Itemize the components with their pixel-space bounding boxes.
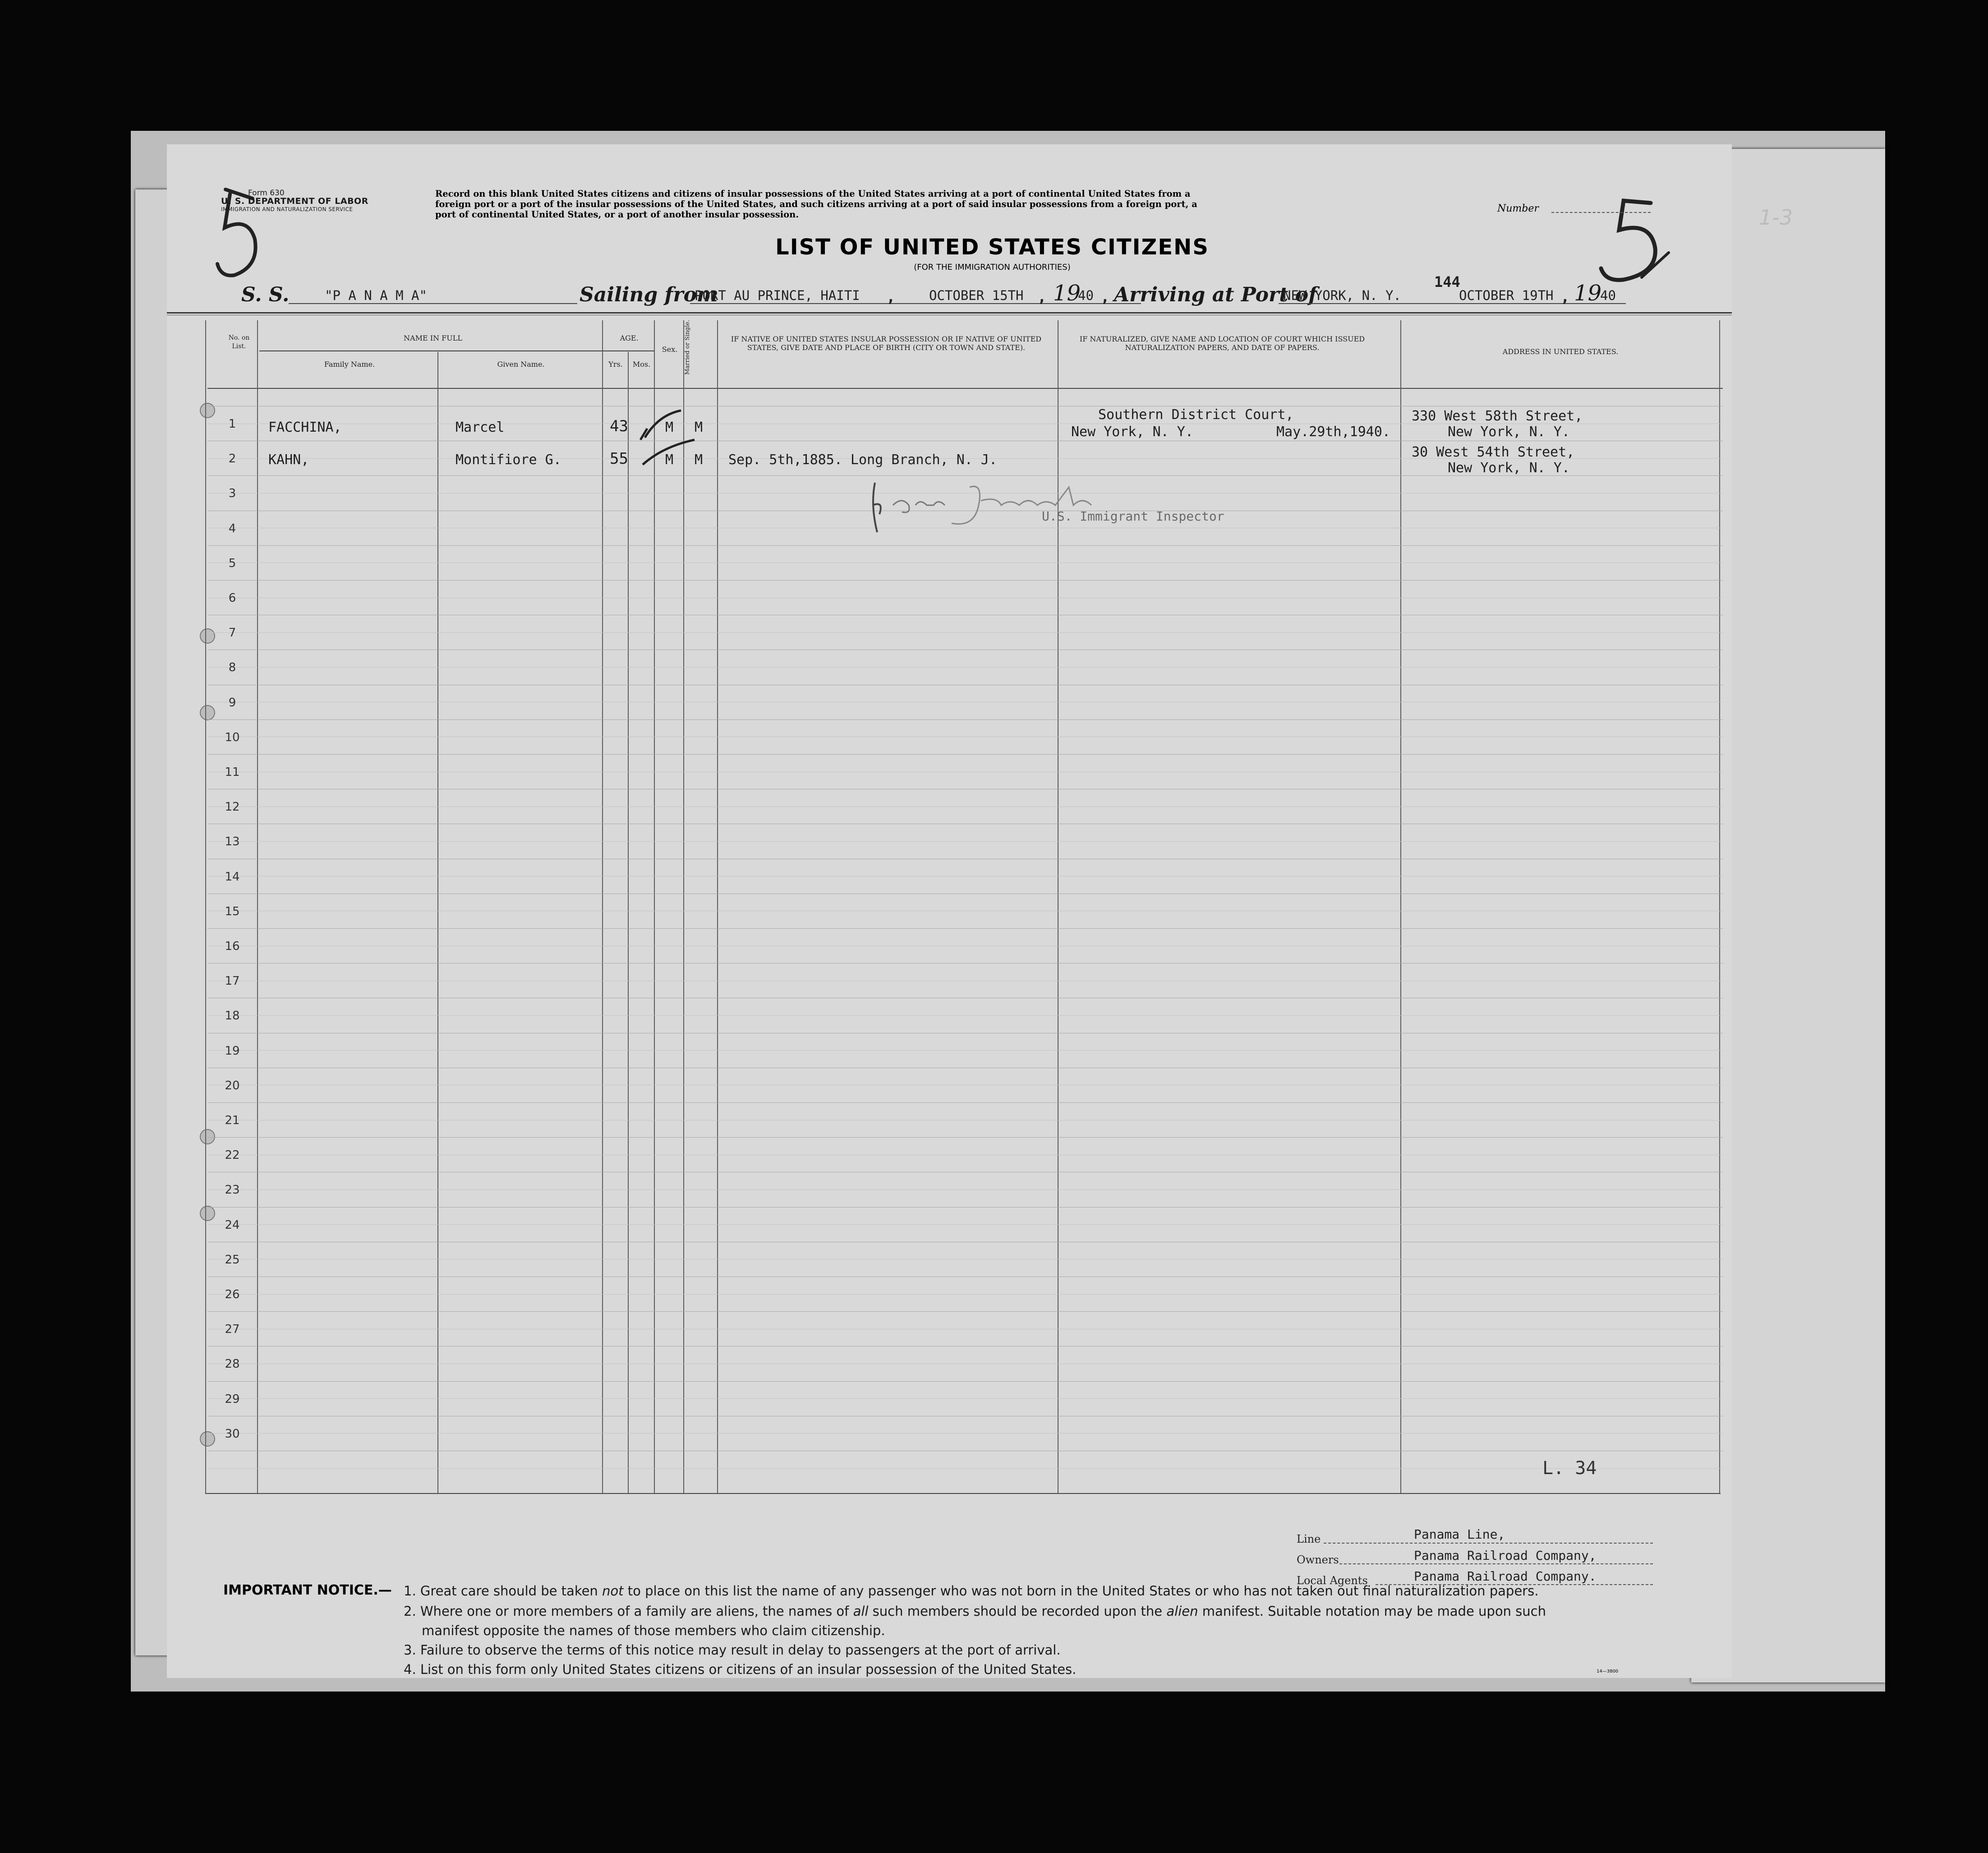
row-number: 18 bbox=[225, 1009, 240, 1023]
row-number: 12 bbox=[225, 800, 240, 814]
ruled-subline bbox=[207, 667, 1723, 668]
owners-value: Panama Railroad Company, bbox=[1414, 1548, 1597, 1563]
age-years-cell: 55 bbox=[610, 450, 628, 468]
line-value: Panama Line, bbox=[1414, 1527, 1505, 1542]
family-name-cell: KAHN, bbox=[268, 452, 309, 468]
notice-item-2-cont: manifest opposite the names of those members who claim citizenship. bbox=[422, 1623, 885, 1638]
row-number: 24 bbox=[225, 1218, 240, 1232]
col-divider bbox=[602, 320, 603, 1493]
row-number: 30 bbox=[225, 1427, 240, 1441]
ruled-subline bbox=[207, 1189, 1723, 1190]
pen-check-marks bbox=[631, 397, 722, 474]
ruled-subline bbox=[207, 1015, 1723, 1016]
departure-port: PORT AU PRINCE, HAITI bbox=[695, 288, 860, 303]
col-sex: Sex. bbox=[662, 345, 678, 354]
service-name: IMMIGRATION AND NATURALIZATION SERVICE bbox=[221, 206, 353, 212]
col-months: Mos. bbox=[632, 360, 651, 369]
row-number: 19 bbox=[225, 1044, 240, 1058]
form-number: Form 630 bbox=[248, 189, 285, 198]
sex-cell: M bbox=[665, 452, 674, 468]
col-divider bbox=[205, 320, 206, 1493]
row-number: 3 bbox=[228, 487, 236, 501]
ruled-line bbox=[207, 1207, 1723, 1208]
row-number: 10 bbox=[225, 730, 240, 744]
ruled-subline bbox=[207, 1050, 1723, 1051]
form-instructions bbox=[435, 189, 1427, 220]
court-location-cell: New York, N. Y. bbox=[1071, 424, 1193, 440]
address-line1-cell: 30 West 54th Street, bbox=[1412, 444, 1575, 460]
departure-year-prefix: 19 bbox=[1053, 281, 1081, 306]
number-label: Number bbox=[1497, 203, 1539, 214]
court-name-cell: Southern District Court, bbox=[1098, 407, 1294, 423]
ruled-subline bbox=[207, 841, 1723, 842]
owners-field-line bbox=[1339, 1563, 1653, 1564]
notice-item-3: 3. Failure to observe the terms of this notice may result in delay to passengers at the port of arrival. bbox=[404, 1642, 1061, 1658]
row-number: 16 bbox=[225, 940, 240, 953]
age-years-cell: 43 bbox=[610, 417, 628, 435]
departure-date: OCTOBER 15TH bbox=[929, 288, 1024, 303]
page-title: LIST OF UNITED STATES CITIZENS bbox=[775, 235, 1209, 260]
row-number: 7 bbox=[228, 626, 236, 640]
row-number: 8 bbox=[228, 661, 236, 675]
row-number: 5 bbox=[228, 556, 236, 570]
ruled-line bbox=[207, 1381, 1723, 1382]
table-header-rule bbox=[207, 388, 1723, 389]
instructions-line: Record on this blank United States citizens and citizens of insular possessions of the United States arriving at a port of continental United States from a bbox=[435, 189, 1191, 199]
row-number: 6 bbox=[228, 591, 236, 605]
col-birth-info: IF NATIVE OF UNITED STATES INSULAR POSSESSION OR IF NATIVE OF UNITED STATES, GIVE DATE AND PLACE OF BIRTH (CITY OR TOWN AND STATE). bbox=[731, 335, 1042, 352]
side-note: 1-3 bbox=[1759, 205, 1793, 230]
row-number: 15 bbox=[225, 904, 240, 918]
ss-label: S. S. bbox=[241, 283, 290, 306]
ship-name: "P A N A M A" bbox=[325, 288, 427, 303]
print-code: 14—3800 bbox=[1597, 1669, 1619, 1674]
department-name: U. S. DEPARTMENT OF LABOR bbox=[221, 196, 368, 206]
col-divider bbox=[717, 320, 718, 1493]
page-count: L. 34 bbox=[1542, 1458, 1597, 1479]
ruled-line bbox=[207, 545, 1723, 546]
address-line1-cell: 330 West 58th Street, bbox=[1412, 408, 1583, 424]
number-field-line bbox=[1551, 212, 1651, 213]
col-divider bbox=[683, 320, 684, 1493]
ruled-subline bbox=[207, 632, 1723, 633]
col-family-name: Family Name. bbox=[324, 360, 375, 369]
col-years: Yrs. bbox=[608, 360, 623, 369]
family-name-cell: FACCHINA, bbox=[268, 419, 342, 435]
row-number: 22 bbox=[225, 1148, 240, 1162]
name-subrule bbox=[259, 350, 604, 351]
col-divider bbox=[654, 320, 655, 1493]
row-number: 25 bbox=[225, 1253, 240, 1267]
ruled-subline bbox=[207, 1433, 1723, 1434]
stamp-number: 144 bbox=[1434, 273, 1460, 290]
instructions-line: foreign port or a port of the insular possessions of the United States, and such citizens arriving at a port of said insular possessions from a foreign port, a bbox=[435, 199, 1197, 209]
marital-cell: M bbox=[695, 452, 703, 468]
col-married-single: Married or Single. bbox=[684, 320, 691, 375]
row-number: 26 bbox=[225, 1288, 240, 1301]
row-number: 9 bbox=[228, 696, 236, 710]
given-name-cell: Marcel bbox=[456, 419, 505, 435]
number-value-handwritten bbox=[1583, 194, 1673, 284]
row-number: 29 bbox=[225, 1392, 240, 1406]
sex-cell: M bbox=[665, 419, 674, 435]
inspector-title: U.S. Immigrant Inspector bbox=[1042, 509, 1224, 524]
ruled-line bbox=[207, 1311, 1723, 1312]
row-number: 27 bbox=[225, 1323, 240, 1337]
age-subrule bbox=[604, 350, 654, 351]
row-number: 4 bbox=[228, 521, 236, 535]
row-number: 11 bbox=[225, 765, 240, 779]
line-field-line bbox=[1324, 1543, 1653, 1544]
birth-info-cell: Sep. 5th,1885. Long Branch, N. J. bbox=[728, 452, 998, 468]
row-number: 21 bbox=[225, 1114, 240, 1127]
marital-cell: M bbox=[695, 419, 703, 435]
row-number: 20 bbox=[225, 1079, 240, 1092]
col-divider bbox=[1400, 320, 1401, 1493]
ruled-line bbox=[207, 580, 1723, 581]
ruled-subline bbox=[207, 562, 1723, 563]
court-date-cell: May.29th,1940. bbox=[1276, 424, 1390, 440]
row-number: 23 bbox=[225, 1183, 240, 1197]
ruled-line bbox=[207, 1102, 1723, 1103]
given-name-cell: Montifiore G. bbox=[456, 452, 561, 468]
page-subtitle: (FOR THE IMMIGRATION AUTHORITIES) bbox=[914, 263, 1071, 272]
agents-value: Panama Railroad Company. bbox=[1414, 1569, 1597, 1584]
row-number: 17 bbox=[225, 974, 240, 988]
ship-field-line bbox=[289, 303, 577, 304]
col-naturalized-info: IF NATURALIZED, GIVE NAME AND LOCATION OF COURT WHICH ISSUED NATURALIZATION PAPERS, AND DATE OF PAPERS. bbox=[1079, 335, 1365, 352]
ruled-subline bbox=[207, 1294, 1723, 1295]
notice-title: IMPORTANT NOTICE.— bbox=[223, 1582, 392, 1598]
arrival-year: 40 bbox=[1600, 288, 1616, 303]
table-bottom-rule bbox=[205, 1493, 1721, 1494]
ruled-line bbox=[207, 928, 1723, 929]
sailing-label: Sailing from bbox=[580, 283, 718, 306]
row-number: 13 bbox=[225, 835, 240, 849]
col-no-on-list: No. on List. bbox=[228, 334, 250, 350]
arrival-port: NEW YORK, N. Y. bbox=[1283, 288, 1401, 303]
arrival-date: OCTOBER 19TH bbox=[1459, 288, 1554, 303]
address-line2-cell: New York, N. Y. bbox=[1448, 460, 1570, 476]
row-number: 2 bbox=[228, 452, 236, 466]
notice-item-2: 2. Where one or more members of a family are aliens, the names of all such members should be recorded upon the alien manifest. Suitable notation may be made upon such bbox=[404, 1604, 1546, 1619]
row-number: 28 bbox=[225, 1357, 240, 1371]
notice-item-1: 1. Great care should be taken not to place on this list the name of any passenger who was not born in the United States or who has not taken out final naturalization papers. bbox=[404, 1583, 1539, 1599]
col-age: AGE. bbox=[620, 334, 639, 342]
ruled-line bbox=[207, 1137, 1723, 1138]
arrival-year-prefix: 19 bbox=[1574, 281, 1602, 306]
address-line2-cell: New York, N. Y. bbox=[1448, 424, 1570, 440]
instructions-line: port of continental United States, or a port of another insular possession. bbox=[435, 209, 799, 220]
col-divider bbox=[1719, 320, 1720, 1493]
row-number: 14 bbox=[225, 870, 240, 884]
line-label: Line bbox=[1297, 1533, 1321, 1545]
ruled-subline bbox=[207, 1224, 1723, 1225]
owners-label: Owners bbox=[1297, 1553, 1339, 1566]
ruled-line bbox=[207, 719, 1723, 720]
ruled-subline bbox=[207, 1398, 1723, 1399]
ruled-subline bbox=[207, 1468, 1723, 1469]
agents-label: Local Agents bbox=[1297, 1574, 1368, 1587]
notice-item-4: 4. List on this form only United States citizens or citizens of an insular possession of the United States. bbox=[404, 1662, 1077, 1677]
col-name-in-full: NAME IN FULL bbox=[404, 334, 462, 342]
row-number: 1 bbox=[228, 417, 236, 431]
col-divider bbox=[628, 352, 629, 1493]
arriving-label: Arriving at Port of bbox=[1114, 283, 1317, 306]
col-divider bbox=[437, 352, 438, 1493]
col-address: ADDRESS IN UNITED STATES. bbox=[1502, 347, 1619, 356]
col-divider bbox=[257, 320, 258, 1493]
departure-year: 40 bbox=[1078, 288, 1094, 303]
table-top-rule bbox=[167, 312, 1732, 313]
col-given-name: Given Name. bbox=[497, 360, 545, 369]
ruled-line bbox=[207, 754, 1723, 755]
